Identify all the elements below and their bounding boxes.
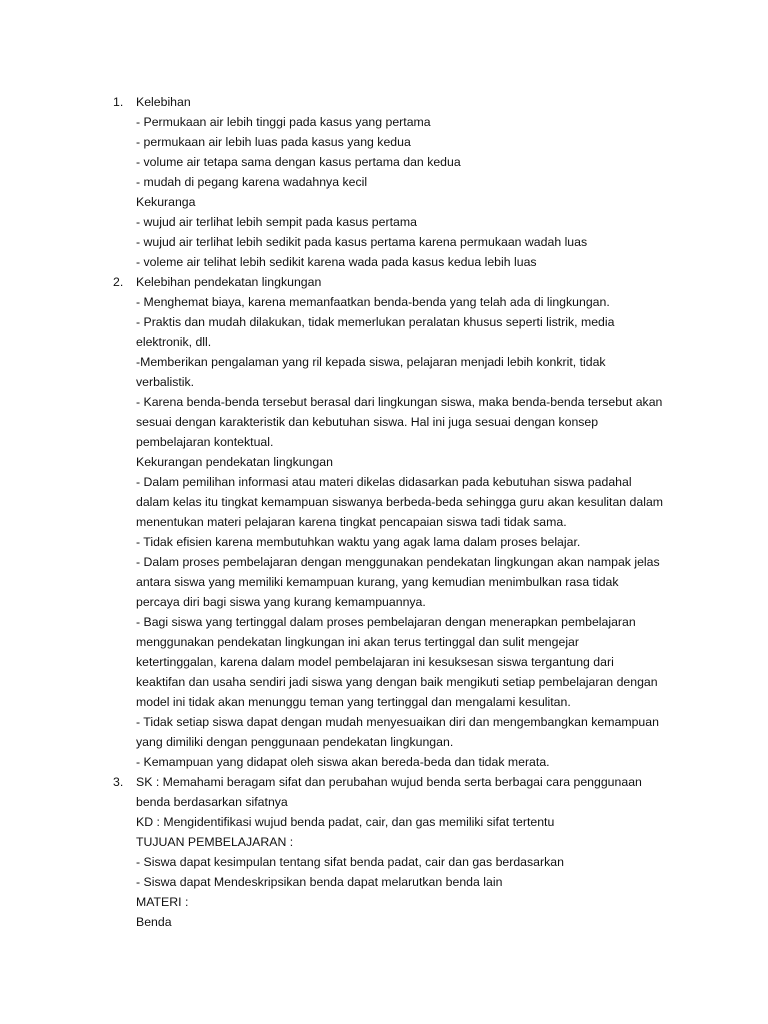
text-line: - wujud air terlihat lebih sedikit pada kasus pertama karena permukaan wadah luas [136,235,588,249]
text-line: Kelebihan [136,95,191,109]
text-line: SK : Memahami beragam sifat dan perubahan wujud benda serta berbagai cara penggunaan [136,775,642,789]
text-line: - Dalam pemilihan informasi atau materi dikelas didasarkan pada kebutuhan siswa padahal [136,475,632,489]
text-line: percaya diri bagi siswa yang kurang kemampuannya. [136,595,426,609]
text-line: - Bagi siswa yang tertinggal dalam proses pembelajaran dengan menerapkan pembelajaran [136,615,636,629]
text-line: MATERI : [136,895,189,909]
text-line: - Permukaan air lebih tinggi pada kasus yang pertama [136,115,431,129]
text-line: menggunakan pendekatan lingkungan ini akan terus tertinggal dan sulit mengejar [136,635,579,649]
text-line: dalam kelas itu tingkat kemampuan siswanya berbeda-beda sehingga guru akan kesulitan dalam [136,495,664,509]
text-line: - Karena benda-benda tersebut berasal dari lingkungan siswa, maka benda-benda tersebut akan [136,395,663,409]
list-number: 3. [113,775,124,789]
text-line: benda berdasarkan sifatnya [136,795,288,809]
text-line: yang dimiliki dengan penggunaan pendekatan lingkungan. [136,735,454,749]
text-line: KD : Mengidentifikasi wujud benda padat, cair, dan gas memiliki sifat tertentu [136,815,555,829]
text-line: - Tidak setiap siswa dapat dengan mudah menyesuaikan diri dan mengembangkan kemampuan [136,715,659,729]
list-number: 2. [113,275,124,289]
text-line: - Tidak efisien karena membutuhkan waktu yang agak lama dalam proses belajar. [136,535,581,549]
text-line: - Siswa dapat Mendeskripsikan benda dapat melarutkan benda lain [136,875,503,889]
text-line: keaktifan dan usaha sendiri jadi siswa yang dengan baik mengikuti setiap pembelajaran dengan [136,675,658,689]
list-number: 1. [113,95,124,109]
text-line: - voleme air telihat lebih sedikit karena wada pada kasus kedua lebih luas [136,255,537,269]
text-line: - Siswa dapat kesimpulan tentang sifat benda padat, cair dan gas berdasarkan [136,855,564,869]
text-line: menentukan materi pelajaran karena tingkat pencapaian siswa tadi tidak sama. [136,515,567,529]
text-line: TUJUAN PEMBELAJARAN : [136,835,294,849]
text-line: antara siswa yang memiliki kemampuan kurang, yang kemudian menimbulkan rasa tidak [136,575,619,589]
text-line: -Memberikan pengalaman yang ril kepada siswa, pelajaran menjadi lebih konkrit, tidak [136,355,606,369]
text-line: - wujud air terlihat lebih sempit pada kasus pertama [136,215,417,229]
text-line: - mudah di pegang karena wadahnya kecil [136,175,368,189]
text-line: - Dalam proses pembelajaran dengan menggunakan pendekatan lingkungan akan nampak jelas [136,555,660,569]
text-line: - Kemampuan yang didapat oleh siswa akan bereda-beda dan tidak merata. [136,755,550,769]
text-line: - permukaan air lebih luas pada kasus yang kedua [136,135,411,149]
text-line: - Menghemat biaya, karena memanfaatkan benda-benda yang telah ada di lingkungan. [136,295,610,309]
text-line: pembelajaran kontektual. [136,435,274,449]
text-line: verbalistik. [136,375,195,389]
text-line: elektronik, dll. [136,335,212,349]
text-line: model ini tidak akan menunggu teman yang tertinggal dan mengalami kesulitan. [136,695,571,709]
text-line: ketertinggalan, karena dalam model pembelajaran ini kesuksesan siswa tergantung dari [136,655,614,669]
text-line: sesuai dengan karakteristik dan kebutuhan siswa. Hal ini juga sesuai dengan konsep [136,415,599,429]
text-line: Kekurangan pendekatan lingkungan [136,455,333,469]
text-line: Kekuranga [136,195,196,209]
text-line: - volume air tetapa sama dengan kasus pertama dan kedua [136,155,461,169]
text-line: - Praktis dan mudah dilakukan, tidak memerlukan peralatan khusus seperti listrik, media [136,315,615,329]
text-line: Benda [136,915,172,929]
text-line: Kelebihan pendekatan lingkungan [136,275,322,289]
